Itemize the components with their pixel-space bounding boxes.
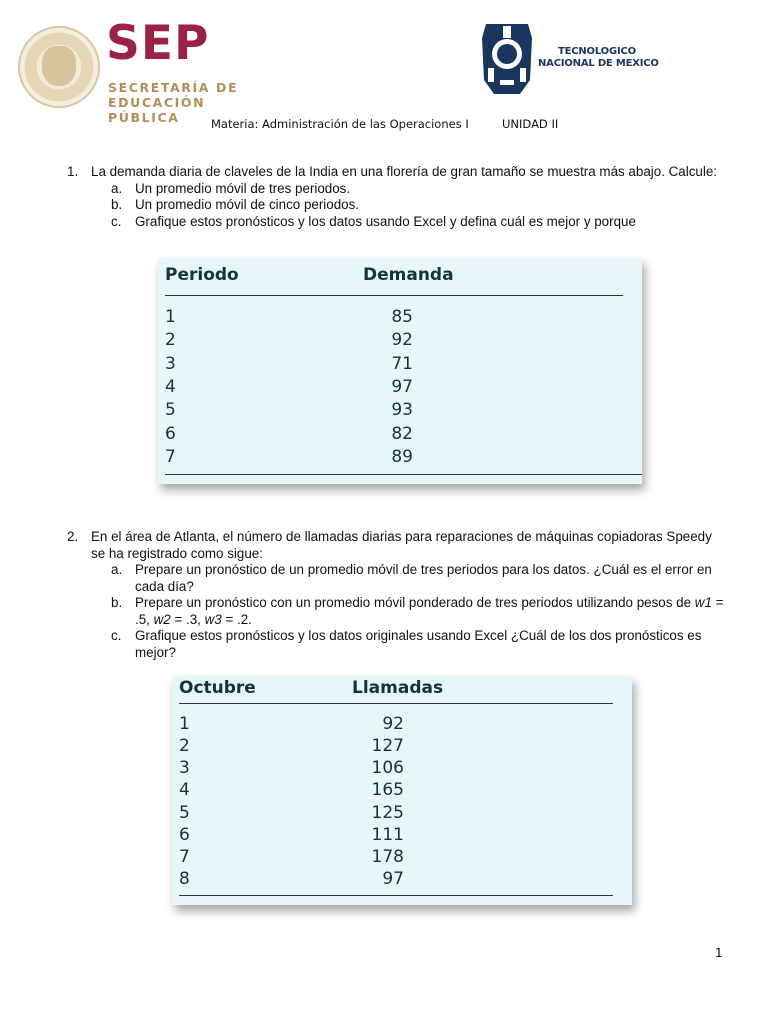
row-value: 92	[391, 330, 413, 350]
demand-table	[158, 258, 642, 484]
weight-w2-value: = .3,	[170, 611, 205, 627]
item-text: Grafique estos pronósticos y los datos usando Excel y defina cuál es mejor y porque	[135, 213, 636, 229]
question-stem: La demanda diaria de claveles de la India en una florería de gran tamaño se muestra más abajo. Calcule:	[91, 164, 718, 179]
weight-w1-value: = .5,	[135, 595, 724, 627]
row-label: 6	[165, 424, 176, 444]
item-letter: c.	[111, 213, 122, 229]
table-bottom-rule	[179, 895, 613, 896]
row-value: 89	[391, 447, 413, 467]
row-value: 71	[391, 354, 413, 374]
question-items	[67, 181, 727, 231]
sep-subtitle-line2: EDUCACIÓN PÚBLICA	[108, 95, 206, 125]
item-text: Grafique estos pronósticos y los datos originales usando Excel ¿Cuál de los dos pronósticos es mejor?	[135, 628, 702, 660]
item-letter: a.	[111, 562, 123, 577]
row-value: 178	[371, 847, 404, 867]
row-label: 8	[179, 869, 190, 889]
question-item	[111, 197, 727, 214]
question-1	[67, 164, 727, 230]
row-value: 106	[371, 758, 404, 778]
item-text: Prepare un pronóstico de un promedio móvil de tres periodos para los datos. ¿Cuál es el error en cada día?	[135, 562, 712, 594]
calls-table	[172, 676, 632, 905]
row-label: 5	[165, 400, 176, 420]
row-label: 4	[165, 377, 176, 397]
row-value: 111	[371, 825, 404, 845]
weight-w3-value: = .2.	[221, 611, 252, 627]
row-label: 2	[165, 330, 176, 350]
tecnm-logo-icon	[480, 18, 534, 98]
item-letter: b.	[111, 197, 123, 212]
table-header-periodo: Periodo	[165, 265, 239, 285]
row-value: 165	[371, 780, 404, 800]
row-label: 2	[179, 736, 190, 756]
mexico-coat-of-arms-seal	[18, 26, 100, 108]
weight-w2: w2	[153, 611, 171, 627]
sep-subtitle-line1: SECRETARÍA DE	[108, 80, 239, 95]
subject-title: Materia: Administración de las Operaciones I	[211, 117, 469, 131]
row-label: 7	[165, 447, 176, 467]
table-header-rule	[165, 295, 623, 296]
row-value: 93	[391, 400, 413, 420]
row-label: 1	[165, 307, 176, 327]
table-header-octubre: Octubre	[179, 678, 256, 698]
question-stem: En el área de Atlanta, el número de llamadas diarias para reparaciones de máquinas copiadoras Speedy se ha registrado como sigue:	[91, 529, 712, 561]
row-label: 4	[179, 780, 190, 800]
row-value: 92	[382, 714, 404, 734]
question-number: 1.	[67, 164, 79, 179]
weight-w3: w3	[204, 611, 222, 627]
item-text: Un promedio móvil de tres periodos.	[135, 180, 351, 196]
item-text	[135, 595, 723, 627]
question-item	[111, 562, 727, 595]
table-header-rule	[179, 703, 613, 704]
item-text: Un promedio móvil de cinco periodos.	[135, 197, 360, 212]
row-value: 127	[371, 736, 404, 756]
row-value: 125	[371, 803, 404, 823]
sep-logo-wordmark: SEP	[106, 16, 210, 71]
question-2	[67, 529, 727, 661]
tecnm-name-line2: NACIONAL DE MEXICO	[538, 58, 659, 69]
item-letter: b.	[111, 595, 123, 610]
item-letter: a.	[111, 180, 123, 196]
unit-label: UNIDAD II	[502, 117, 559, 131]
question-item	[111, 628, 727, 661]
page-number: 1	[715, 946, 723, 960]
item-text-lead: Prepare un pronóstico con un promedio móvil ponderado de tres periodos utilizando pesos de	[135, 595, 695, 610]
table-header-demanda: Demanda	[363, 265, 454, 285]
row-value: 85	[391, 307, 413, 327]
table-header-llamadas: Llamadas	[352, 678, 444, 698]
row-label: 3	[165, 354, 176, 374]
question-items	[67, 562, 727, 661]
question-item	[111, 214, 727, 231]
row-label: 6	[179, 825, 190, 845]
item-letter: c.	[111, 628, 122, 643]
tecnm-name-line1: TECNOLOGICO	[558, 46, 636, 57]
row-label: 5	[179, 803, 190, 823]
row-value: 82	[391, 424, 413, 444]
question-item	[111, 595, 727, 628]
question-item	[111, 181, 727, 198]
row-value: 97	[391, 377, 413, 397]
question-number: 2.	[67, 529, 79, 544]
weight-w1: w1	[694, 595, 712, 610]
tecnm-name	[538, 46, 659, 70]
table-bottom-rule	[165, 474, 642, 475]
row-value: 97	[382, 869, 404, 889]
row-label: 3	[179, 758, 190, 778]
row-label: 1	[179, 714, 190, 734]
row-label: 7	[179, 847, 190, 867]
